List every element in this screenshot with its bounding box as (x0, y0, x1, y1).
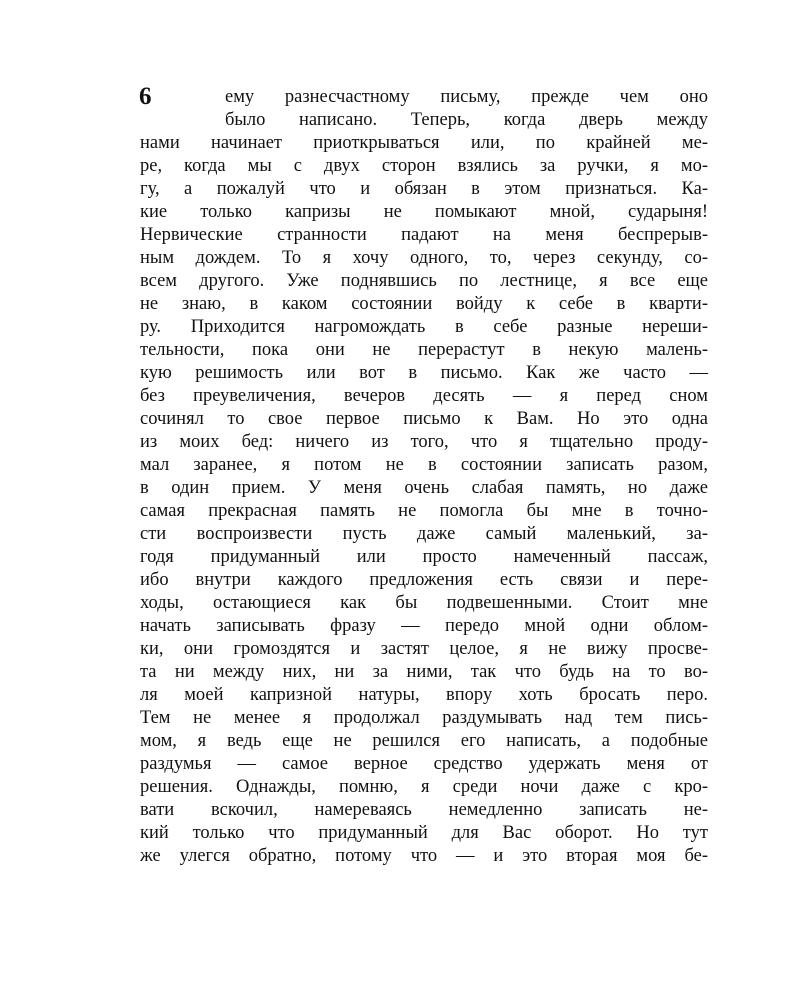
text-line: ре, когда мы с двух сторон взялись за ручки, я мо- (140, 156, 708, 176)
text-line: кий только что придуманный для Вас оборот. Но тут (140, 823, 708, 843)
page-number: 6 (139, 83, 152, 110)
text-line: в один прием. У меня очень слабая память, но даже (140, 478, 708, 498)
text-line: сти воспроизвести пусть даже самый маленький, за- (140, 524, 708, 544)
text-line: из моих бед: ничего из того, что я тщательно проду- (140, 432, 708, 452)
text-line: ру. Приходится нагромождать в себе разные нереши- (140, 317, 708, 337)
text-line: же улегся обратно, потому что — и это вторая моя бе- (140, 846, 708, 866)
text-line: тельности, пока они не перерастут в некую малень- (140, 340, 708, 360)
text-line: ему разнесчастному письму, прежде чем оно (225, 87, 708, 107)
text-line: та ни между них, ни за ними, так что будь на то во- (140, 662, 708, 682)
text-line: ля моей капризной натуры, впору хоть бросать перо. (140, 685, 708, 705)
text-line: самая прекрасная память не помогла бы мне в точно- (140, 501, 708, 521)
text-line: раздумья — самое верное средство удержать меня от (140, 754, 708, 774)
text-line: кую решимость или вот в письмо. Как же часто — (140, 363, 708, 383)
text-line: вати вскочил, намереваясь немедленно записать не- (140, 800, 708, 820)
text-line: ным дождем. То я хочу одного, то, через секунду, со- (140, 248, 708, 268)
text-line: начать записывать фразу — передо мной одни облом- (140, 616, 708, 636)
text-line: не знаю, в каком состоянии войду к себе в кварти- (140, 294, 708, 314)
text-line: Нервические странности падают на меня беспрерыв- (140, 225, 708, 245)
text-line: ки, они громоздятся и застят целое, я не вижу просве- (140, 639, 708, 659)
text-line: кие только капризы не помыкают мной, сударыня! (140, 202, 708, 222)
text-line: нами начинает приоткрываться или, по крайней ме- (140, 133, 708, 153)
text-line: ибо внутри каждого предложения есть связи и пере- (140, 570, 708, 590)
text-line: решения. Однажды, помню, я среди ночи даже с кро- (140, 777, 708, 797)
text-line: сочинял то свое первое письмо к Вам. Но это одна (140, 409, 708, 429)
text-line: мом, я ведь еще не решился его написать, а подобные (140, 731, 708, 751)
text-line: ходы, остающиеся как бы подвешенными. Стоит мне (140, 593, 708, 613)
text-line: Тем не менее я продолжал раздумывать над тем пись- (140, 708, 708, 728)
text-line: мал заранее, я потом не в состоянии записать разом, (140, 455, 708, 475)
text-line: годя придуманный или просто намеченный пассаж, (140, 547, 708, 567)
text-line: без преувеличения, вечеров десять — я перед сном (140, 386, 708, 406)
text-line: было написано. Теперь, когда дверь между (225, 110, 708, 130)
text-line: гу, а пожалуй что и обязан в этом признаться. Ка- (140, 179, 708, 199)
text-line: всем другого. Уже поднявшись по лестнице, я все еще (140, 271, 708, 291)
